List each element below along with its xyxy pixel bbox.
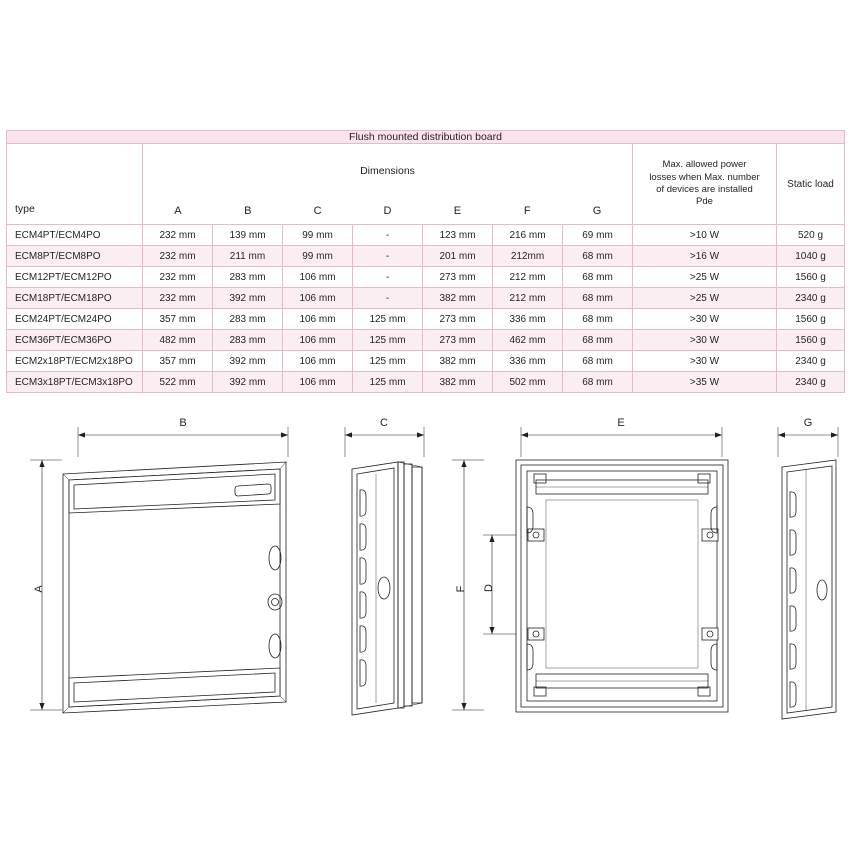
header-dimensions-group <box>143 144 633 225</box>
cell-c: 106 mm <box>283 309 353 330</box>
label-side-width-c: C <box>380 417 388 429</box>
header-power-losses <box>633 144 777 225</box>
cell-d: 125 mm <box>353 309 423 330</box>
label-edge-width-g: G <box>803 417 813 429</box>
cell-e: 273 mm <box>423 330 493 351</box>
cell-static: 1040 g <box>777 246 845 267</box>
cell-pde: >25 W <box>633 267 777 288</box>
cell-c: 106 mm <box>283 351 353 372</box>
cell-c: 106 mm <box>283 330 353 351</box>
cell-b: 392 mm <box>213 372 283 393</box>
cell-f: 462 mm <box>493 330 563 351</box>
header-pde-line-3: of devices are installed <box>656 184 753 195</box>
table-row <box>7 288 845 309</box>
header-pde-line-2: losses when Max. number <box>649 171 760 183</box>
cell-type: ECM8PT/ECM8PO <box>7 246 143 267</box>
table-header-row <box>7 144 845 225</box>
header-dim-g: G <box>592 205 602 218</box>
cell-g: 68 mm <box>563 309 633 330</box>
cell-a: 357 mm <box>143 309 213 330</box>
cell-pde: >30 W <box>633 351 777 372</box>
cell-e: 382 mm <box>423 351 493 372</box>
cell-b: 283 mm <box>213 309 283 330</box>
table-row <box>7 330 845 351</box>
header-static-load: Static load <box>777 144 845 225</box>
cell-b: 211 mm <box>213 246 283 267</box>
cell-g: 68 mm <box>563 351 633 372</box>
cell-a: 522 mm <box>143 372 213 393</box>
edge-view-drawing <box>778 427 838 719</box>
label-inner-height-f: F <box>455 585 467 593</box>
cell-e: 382 mm <box>423 372 493 393</box>
cell-b: 283 mm <box>213 330 283 351</box>
cell-type: ECM2x18PT/ECM2x18PO <box>7 351 143 372</box>
side-view-drawing <box>345 427 424 715</box>
header-dim-d: D <box>383 205 392 218</box>
cell-a: 232 mm <box>143 225 213 246</box>
cell-g: 68 mm <box>563 246 633 267</box>
cell-e: 201 mm <box>423 246 493 267</box>
cell-type: ECM18PT/ECM18PO <box>7 288 143 309</box>
specifications-table <box>6 130 845 393</box>
cell-c: 99 mm <box>283 246 353 267</box>
header-dim-c: C <box>313 205 322 218</box>
cell-pde: >10 W <box>633 225 777 246</box>
cell-c: 106 mm <box>283 372 353 393</box>
cell-f: 336 mm <box>493 351 563 372</box>
header-pde-line-1: Max. allowed power <box>662 159 747 171</box>
cell-pde: >30 W <box>633 309 777 330</box>
cell-d: 125 mm <box>353 372 423 393</box>
cell-a: 357 mm <box>143 351 213 372</box>
cell-a: 232 mm <box>143 267 213 288</box>
table-row <box>7 267 845 288</box>
cell-a: 232 mm <box>143 246 213 267</box>
header-dim-e: E <box>453 205 462 218</box>
label-inner-width-e: E <box>617 417 625 429</box>
cell-d: - <box>353 246 423 267</box>
cell-f: 502 mm <box>493 372 563 393</box>
cell-static: 1560 g <box>777 309 845 330</box>
cell-f: 336 mm <box>493 309 563 330</box>
technical-drawings <box>0 412 850 742</box>
cell-static: 2340 g <box>777 288 845 309</box>
cell-c: 99 mm <box>283 225 353 246</box>
cell-b: 139 mm <box>213 225 283 246</box>
cell-f: 212 mm <box>493 267 563 288</box>
cell-static: 2340 g <box>777 351 845 372</box>
cell-type: ECM24PT/ECM24PO <box>7 309 143 330</box>
cell-e: 273 mm <box>423 309 493 330</box>
table-row <box>7 309 845 330</box>
cell-type: ECM3x18PT/ECM3x18PO <box>7 372 143 393</box>
cell-b: 392 mm <box>213 351 283 372</box>
header-dim-b: B <box>244 205 252 218</box>
cell-type: ECM4PT/ECM4PO <box>7 225 143 246</box>
cell-pde: >35 W <box>633 372 777 393</box>
table-title: Flush mounted distribution board <box>7 131 845 144</box>
cell-type: ECM12PT/ECM12PO <box>7 267 143 288</box>
header-dim-f: F <box>523 205 531 218</box>
cell-f: 212mm <box>493 246 563 267</box>
cell-e: 123 mm <box>423 225 493 246</box>
header-dim-a: A <box>174 205 182 218</box>
cell-static: 520 g <box>777 225 845 246</box>
label-front-width-b: B <box>179 417 187 429</box>
label-front-height-a: A <box>33 585 45 593</box>
table-title-row <box>7 131 845 144</box>
cell-g: 68 mm <box>563 288 633 309</box>
cell-b: 283 mm <box>213 267 283 288</box>
cell-b: 392 mm <box>213 288 283 309</box>
header-pde-line-4: Pde <box>696 196 713 208</box>
cell-a: 482 mm <box>143 330 213 351</box>
front-view-drawing <box>30 427 288 713</box>
cell-static: 2340 g <box>777 372 845 393</box>
cell-e: 382 mm <box>423 288 493 309</box>
cell-type: ECM36PT/ECM36PO <box>7 330 143 351</box>
inner-view-drawing <box>452 427 728 712</box>
cell-d: - <box>353 267 423 288</box>
cell-c: 106 mm <box>283 288 353 309</box>
cell-f: 212 mm <box>493 288 563 309</box>
cell-g: 69 mm <box>563 225 633 246</box>
cell-g: 68 mm <box>563 372 633 393</box>
cell-g: 68 mm <box>563 330 633 351</box>
table-row <box>7 225 845 246</box>
specifications-table-container <box>6 130 844 393</box>
table-row <box>7 246 845 267</box>
cell-e: 273 mm <box>423 267 493 288</box>
drawings-svg <box>0 412 850 742</box>
table-row <box>7 372 845 393</box>
cell-static: 1560 g <box>777 330 845 351</box>
cell-g: 68 mm <box>563 267 633 288</box>
cell-static: 1560 g <box>777 267 845 288</box>
table-row <box>7 351 845 372</box>
cell-d: - <box>353 288 423 309</box>
label-inner-span-d: D <box>483 584 495 592</box>
cell-pde: >16 W <box>633 246 777 267</box>
cell-d: - <box>353 225 423 246</box>
header-dimensions-label: Dimensions <box>360 164 415 177</box>
cell-a: 232 mm <box>143 288 213 309</box>
cell-c: 106 mm <box>283 267 353 288</box>
cell-pde: >30 W <box>633 330 777 351</box>
cell-d: 125 mm <box>353 330 423 351</box>
cell-f: 216 mm <box>493 225 563 246</box>
cell-d: 125 mm <box>353 351 423 372</box>
header-type: type <box>7 144 143 225</box>
cell-pde: >25 W <box>633 288 777 309</box>
